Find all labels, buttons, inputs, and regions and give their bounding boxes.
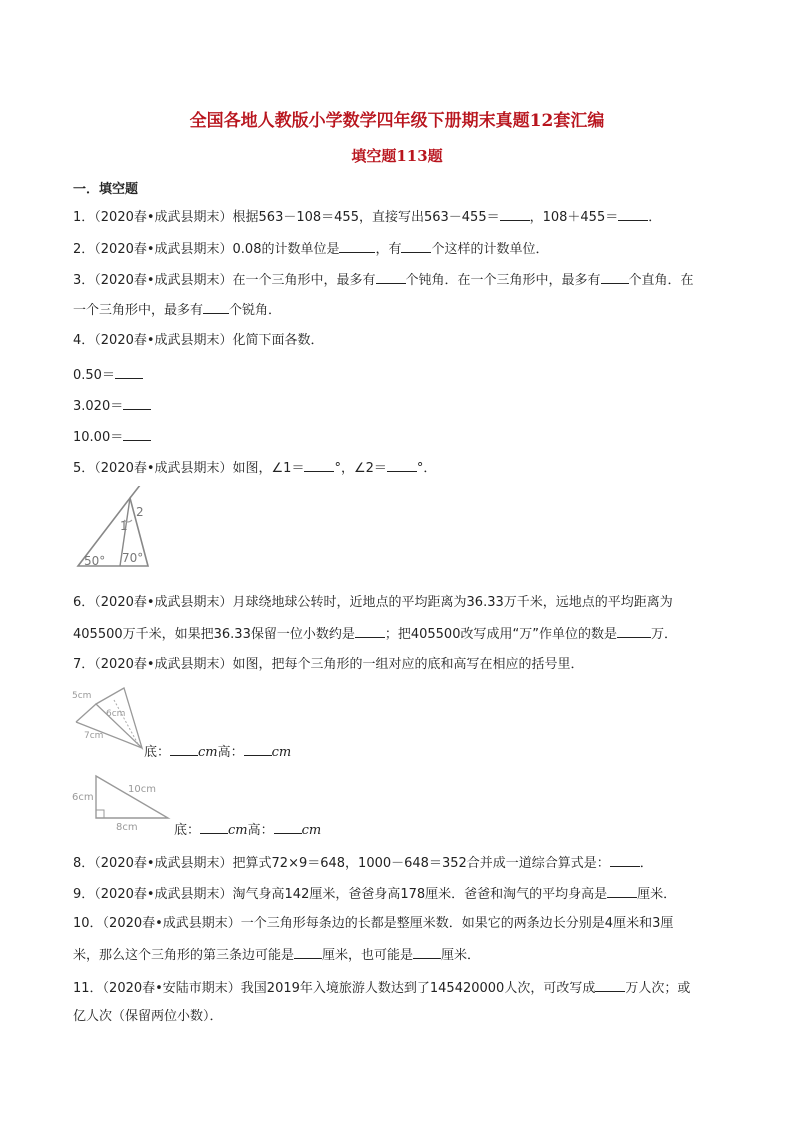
- answer-blank[interactable]: [601, 270, 629, 284]
- answer-blank[interactable]: [170, 742, 198, 756]
- document-subtitle: 填空题113题: [351, 147, 443, 165]
- question-11-line-2: 亿人次（保留两位小数）．: [73, 1009, 223, 1024]
- answer-blank[interactable]: [304, 458, 334, 472]
- answer-blank[interactable]: [339, 239, 375, 253]
- answer-blank[interactable]: [294, 945, 322, 959]
- answer-blank[interactable]: [376, 270, 406, 284]
- answer-blank[interactable]: [401, 239, 431, 253]
- question-11-line-1: 11．（2020春•安陆市期末）我国2019年入境旅游人数达到了145420000人次，可改写成 万人次；或: [73, 978, 690, 998]
- document-title: 全国各地人教版小学数学四年级下册期末真题12套汇编: [189, 111, 605, 131]
- question-1: 1．（2020春•成武县期末）根据563－108＝455，直接写出563－455＝ ，108＋455＝ ．: [73, 207, 661, 227]
- question-3-line-2: 一个三角形中，最多有 个锐角．: [73, 300, 281, 320]
- figure-angle-triangle: [72, 486, 172, 572]
- side-7cm-label: 7cm: [84, 731, 104, 741]
- question-10-line-2: 米，那么这个三角形的第三条边可能是 厘米，也可能是 厘米．: [73, 945, 480, 965]
- angle-50-label: 50°: [84, 554, 106, 568]
- answer-blank[interactable]: [200, 820, 228, 834]
- height-6cm-label: 6cm: [106, 709, 126, 719]
- answer-blank[interactable]: [610, 853, 640, 867]
- figure-triangle-a: [72, 686, 148, 752]
- answer-blank[interactable]: [203, 300, 229, 314]
- question-6-line-1: 6．（2020春•成武县期末）月球绕地球公转时，近地点的平均距离为36.33万千米，远地点的平均距离为: [73, 595, 673, 610]
- question-4-item-1: 0.50＝: [73, 365, 143, 385]
- side-10cm-label: 10cm: [128, 784, 156, 795]
- question-7: 7．（2020春•成武县期末）如图，把每个三角形的一组对应的底和高写在相应的括号里．: [73, 657, 584, 672]
- angle-2-label: 2: [136, 505, 144, 519]
- answer-blank[interactable]: [387, 458, 417, 472]
- question-6-line-2: 405500万千米，如果把36.33保留一位小数约是 ；把405500改写成用“万”作单位的数是 万．: [73, 624, 677, 644]
- answer-blank[interactable]: [355, 624, 385, 638]
- answer-blank[interactable]: [618, 207, 648, 221]
- answer-blank[interactable]: [123, 427, 151, 441]
- question-3-line-1: 3．（2020春•成武县期末）在一个三角形中，最多有 个钝角．在一个三角形中，最多有 个直角．在: [73, 270, 694, 290]
- section-heading: 一．填空题: [73, 182, 139, 197]
- question-5: 5．（2020春•成武县期末）如图，∠1＝ °，∠2＝ °．: [73, 458, 436, 478]
- question-4: 4．（2020春•成武县期末）化简下面各数．: [73, 333, 324, 348]
- angle-70-label: 70°: [122, 551, 144, 565]
- question-7-answer-2: 底： cm高： cm: [174, 820, 321, 840]
- answer-blank[interactable]: [123, 396, 151, 410]
- figure-right-triangle: [72, 772, 172, 830]
- answer-blank[interactable]: [500, 207, 530, 221]
- side-5cm-label: 5cm: [72, 691, 92, 701]
- answer-blank[interactable]: [413, 945, 441, 959]
- answer-blank[interactable]: [617, 624, 651, 638]
- side-6cm-label: 6cm: [72, 792, 94, 803]
- question-10-line-1: 10．（2020春•成武县期末）一个三角形每条边的长都是整厘米数．如果它的两条边长分别是4厘米和3厘: [73, 916, 674, 931]
- question-4-item-3: 10.00＝: [73, 427, 151, 447]
- answer-blank[interactable]: [607, 884, 637, 898]
- answer-blank[interactable]: [595, 978, 625, 992]
- answer-blank[interactable]: [274, 820, 302, 834]
- question-2: 2．（2020春•成武县期末）0.08的计数单位是 ，有 个这样的计数单位．: [73, 239, 549, 259]
- side-8cm-label: 8cm: [116, 822, 138, 830]
- question-4-item-2: 3.020＝: [73, 396, 151, 416]
- question-7-answer-1: 底： cm高： cm: [144, 742, 291, 762]
- answer-blank[interactable]: [244, 742, 272, 756]
- angle-1-label: 1: [120, 519, 128, 533]
- question-9: 9．（2020春•成武县期末）淘气身高142厘米，爸爸身高178厘米．爸爸和淘气的平均身高是 厘米．: [73, 884, 676, 904]
- answer-blank[interactable]: [115, 365, 143, 379]
- question-8: 8．（2020春•成武县期末）把算式72×9＝648，1000－648＝352合并成一道综合算式是： ．: [73, 853, 653, 873]
